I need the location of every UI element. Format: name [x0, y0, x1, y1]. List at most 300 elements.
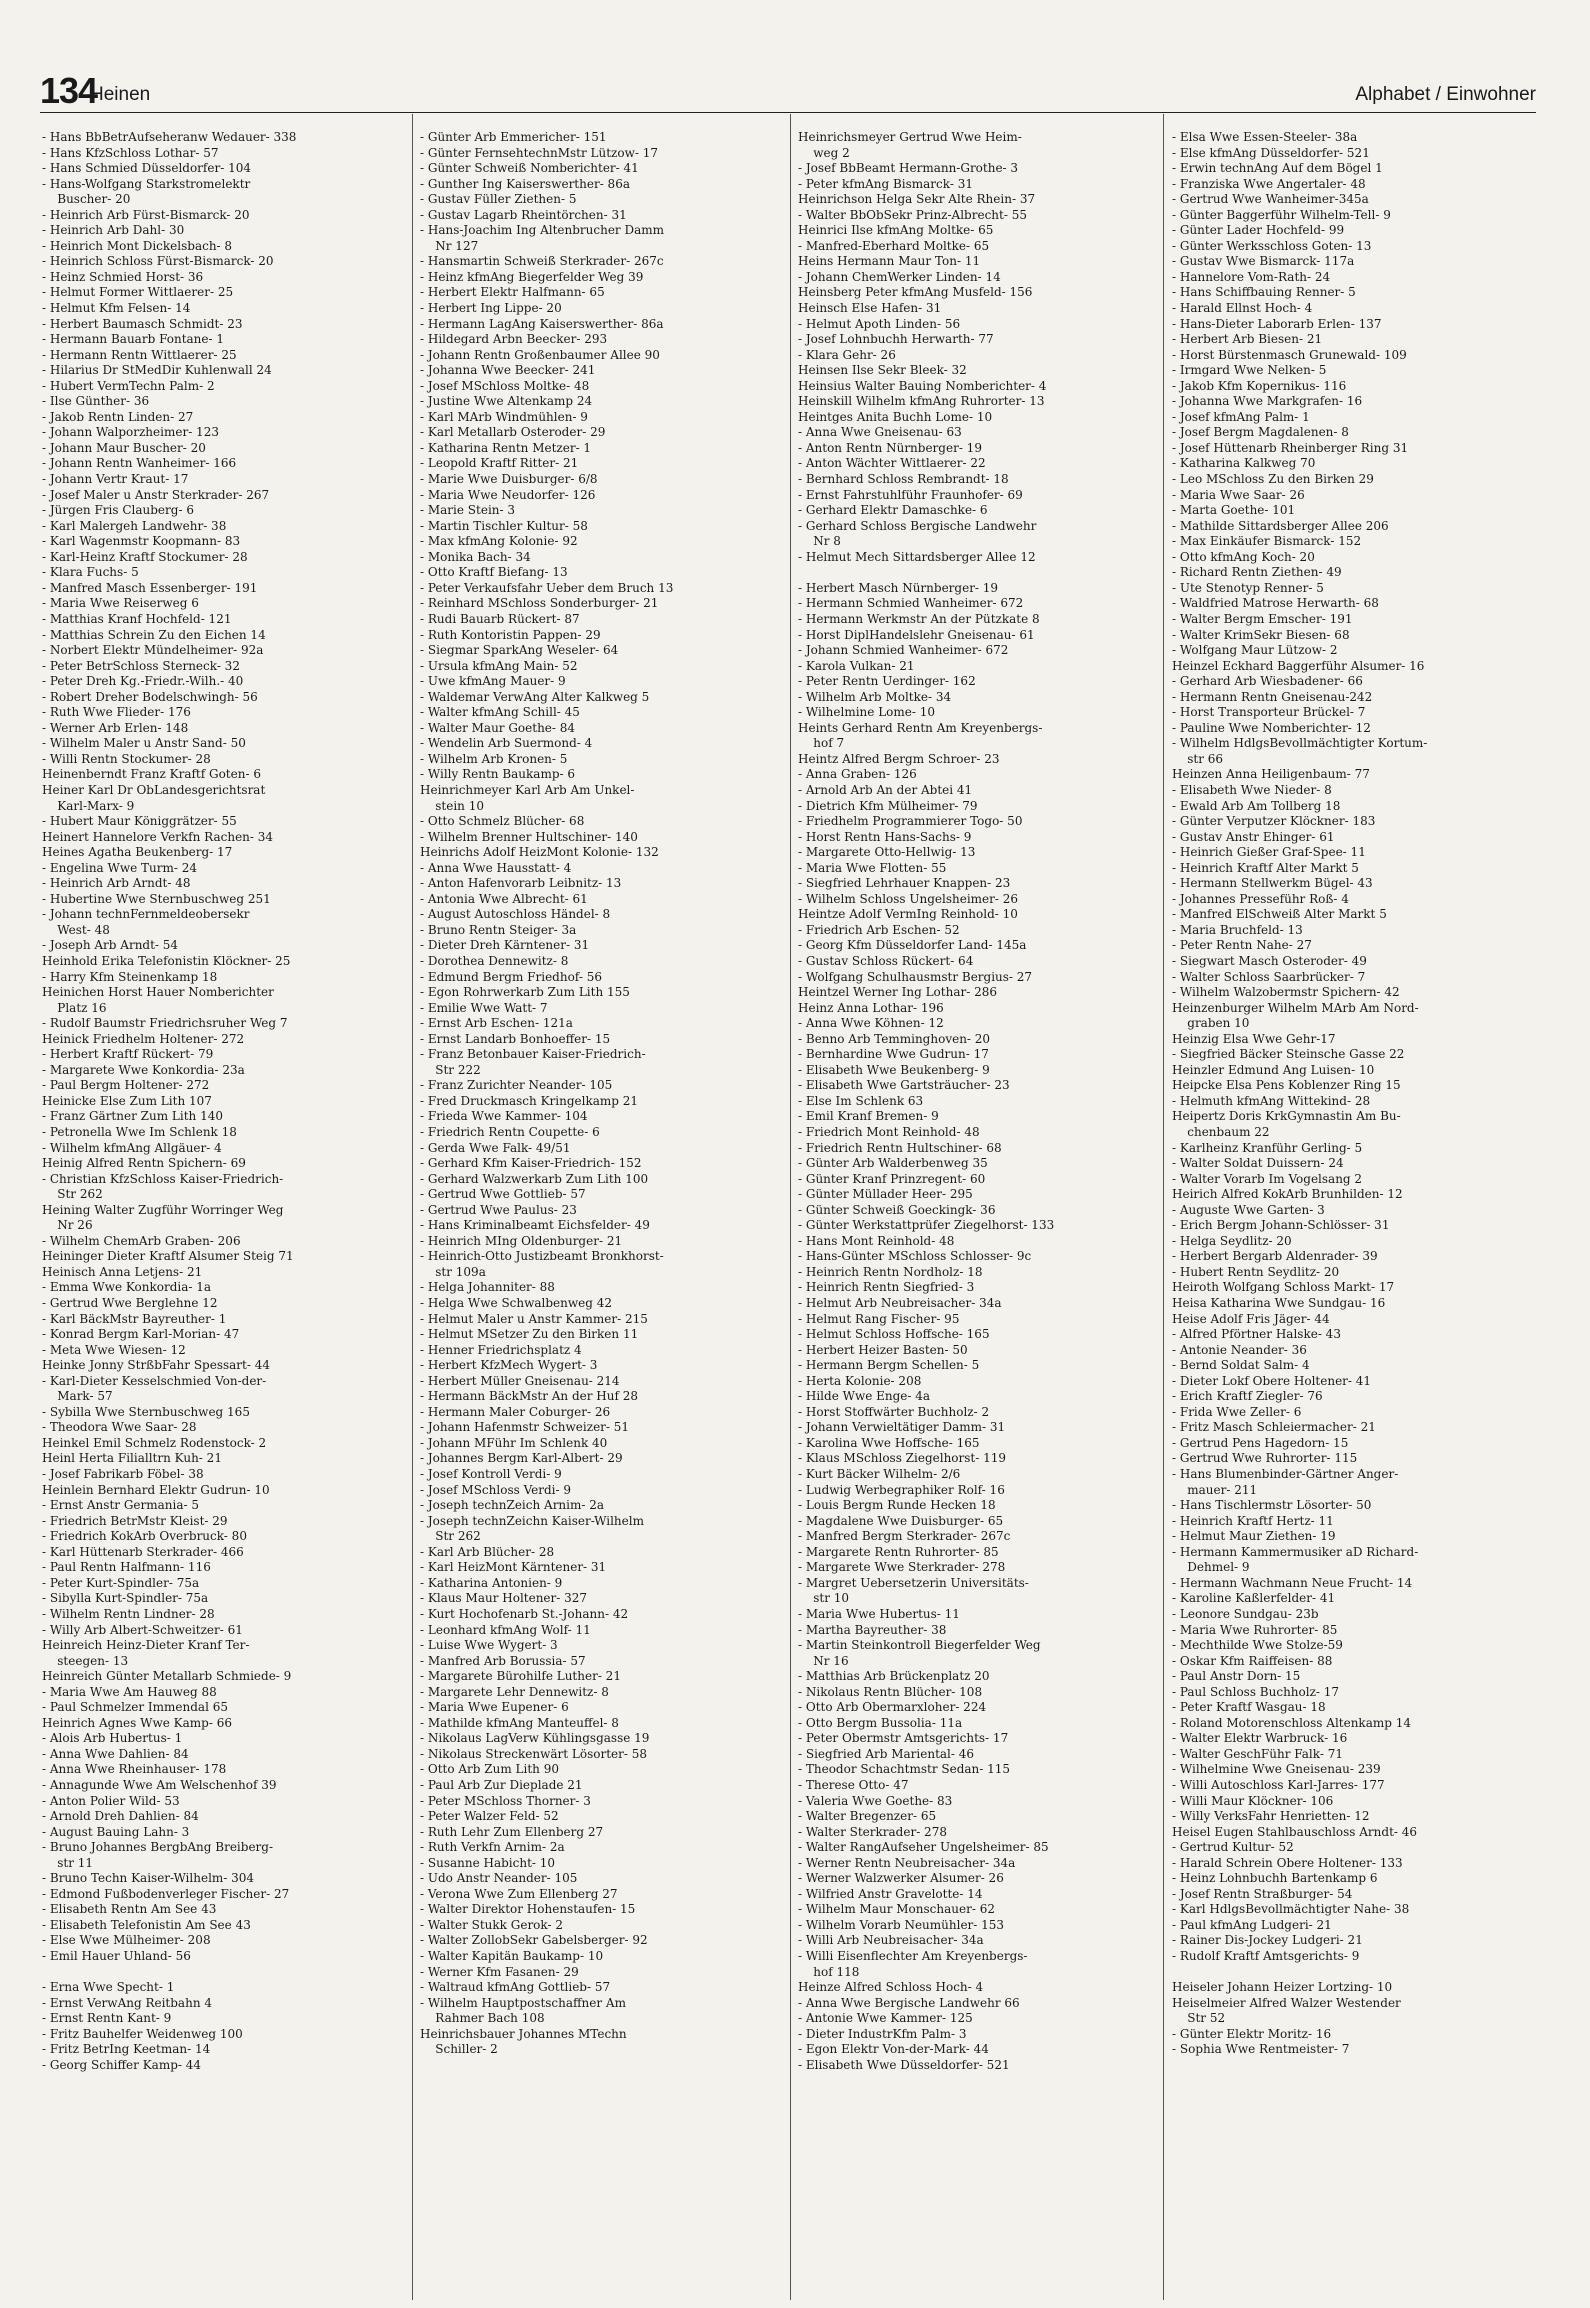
directory-entry-line: - Helmut Maler u Anstr Kammer- 215	[420, 1311, 648, 1326]
directory-entry-line: - Heinrich Kraftf Hertz- 11	[1172, 1513, 1334, 1528]
directory-entry-line: - Werner Arb Erlen- 148	[42, 720, 189, 735]
directory-entry-line: - Peter Obermstr Amtsgerichts- 17	[798, 1731, 1009, 1746]
directory-entry-line: - Ernst VerwAng Reitbahn 4	[42, 1995, 212, 2010]
directory-entry-line: - Martin Tischler Kultur- 58	[420, 518, 588, 533]
directory-entry-line: Nr 8	[798, 534, 841, 549]
directory-entry-line: - Peter Walzer Feld- 52	[420, 1809, 559, 1824]
directory-entry-line: - Horst Rentn Hans-Sachs- 9	[798, 829, 972, 844]
directory-entry-line: - Wilhelm Maur Monschauer- 62	[798, 1902, 995, 1917]
directory-entry-line: weg 2	[798, 145, 850, 160]
directory-entry-line: Heinzel Eckhard Baggerführ Alsumer- 16	[1172, 658, 1425, 673]
directory-entry-line: - Gustav Lagarb Rheintörchen- 31	[420, 207, 627, 222]
directory-entry-line: - Gerhard Arb Wiesbadener- 66	[1172, 674, 1363, 689]
directory-entry-line: - Peter Kurt-Spindler- 75a	[42, 1575, 200, 1590]
directory-entry-line: Heinrici Ilse kfmAng Moltke- 65	[798, 223, 994, 238]
directory-entry-line: - Karl-Dieter Kesselschmied Von-der-	[42, 1373, 267, 1388]
directory-entry-line: Heirich Alfred KokArb Brunhilden- 12	[1172, 1187, 1403, 1202]
directory-entry-line: Heinke Jonny StrßbFahr Spessart- 44	[42, 1358, 270, 1373]
directory-entry-line: - Ludwig Werbegraphiker Rolf- 16	[798, 1482, 1005, 1497]
directory-entry-line: - Elisabeth Wwe Nieder- 8	[1172, 782, 1332, 797]
directory-entry-line: - Johann Vertr Kraut- 17	[42, 472, 189, 487]
directory-entry-line: - Herbert Baumasch Schmidt- 23	[42, 316, 243, 331]
directory-entry-line: - Margarete Wwe Sterkrader- 278	[798, 1560, 1006, 1575]
directory-entry-line: - Günter Verputzer Klöckner- 183	[1172, 814, 1376, 829]
directory-entry-line: Heinsen Ilse Sekr Bleek- 32	[798, 363, 967, 378]
directory-entry-line: - Paul Bergm Holtener- 272	[42, 1078, 210, 1093]
directory-entry-line: - Willy Rentn Baukamp- 6	[420, 767, 576, 782]
directory-entry-line: - Friedrich Arb Eschen- 52	[798, 922, 960, 937]
directory-entry-line: - Franz Zurichter Neander- 105	[420, 1078, 613, 1093]
directory-entry-line: - Helga Johanniter- 88	[420, 1280, 555, 1295]
directory-entry-line: - Gertrud Wwe Ruhrorter- 115	[1172, 1451, 1358, 1466]
directory-entry-line: - Elisabeth Rentn Am See 43	[42, 1902, 217, 1917]
directory-entry-line: - Harry Kfm Steinenkamp 18	[42, 969, 218, 984]
directory-entry-line: Heines Agatha Beukenberg- 17	[42, 845, 233, 860]
directory-entry-line: - Herbert Arb Biesen- 21	[1172, 332, 1323, 347]
directory-entry-line: - Wilhelm Rentn Lindner- 28	[42, 1606, 215, 1621]
directory-column-3	[798, 130, 1168, 2300]
directory-entry-line: - Margarete Otto-Hellwig- 13	[798, 845, 976, 860]
directory-entry-line: Heinlein Bernhard Elektr Gudrun- 10	[42, 1482, 270, 1497]
directory-entry-line: - Johann Schmied Wanheimer- 672	[798, 643, 1009, 658]
directory-entry-line: - Franz Betonbauer Kaiser-Friedrich-	[420, 1047, 646, 1062]
directory-entry-line: - Dieter Lokf Obere Holtener- 41	[1172, 1373, 1372, 1388]
directory-entry-line: - Sophia Wwe Rentmeister- 7	[1172, 2042, 1350, 2057]
directory-entry-line: - Heinrich Gießer Graf-Spee- 11	[1172, 845, 1366, 860]
directory-entry-line: - Dieter Dreh Kärntener- 31	[420, 938, 590, 953]
directory-entry-line: - Horst Transporteur Brückel- 7	[1172, 705, 1366, 720]
directory-entry-line: - Erna Wwe Specht- 1	[42, 1980, 175, 1995]
directory-entry-line: - Johannes Bergm Karl-Albert- 29	[420, 1451, 623, 1466]
directory-entry-line: - Gerda Wwe Falk- 49/51	[420, 1140, 571, 1155]
directory-column-2	[420, 130, 790, 2300]
directory-entry-line: - Herbert Müller Gneisenau- 214	[420, 1373, 620, 1388]
directory-entry-line: - Helmuth kfmAng Wittekind- 28	[1172, 1093, 1371, 1108]
column-divider	[790, 114, 791, 2300]
directory-entry-line: - Heinrich-Otto Justizbeamt Bronkhorst-	[420, 1249, 664, 1264]
directory-entry-line: - Wilhelm Arb Kronen- 5	[420, 751, 568, 766]
directory-entry-line: - Manfred Bergm Sterkrader- 267c	[798, 1529, 1011, 1544]
directory-entry-line: - Uwe kfmAng Mauer- 9	[420, 674, 566, 689]
directory-entry-line: - Helmut MSetzer Zu den Birken 11	[420, 1327, 639, 1342]
directory-entry-line: - Verona Wwe Zum Ellenberg 27	[420, 1886, 618, 1901]
directory-entry-line: - Kurt Bäcker Wilhelm- 2/6	[798, 1467, 961, 1482]
column-divider	[412, 114, 413, 2300]
directory-entry-line: - Günter FernsehtechnMstr Lützow- 17	[420, 145, 659, 160]
directory-entry-line: - Wilhelm Walzobermstr Spichern- 42	[1172, 985, 1400, 1000]
directory-entry-line: - Dietrich Kfm Mülheimer- 79	[798, 798, 978, 813]
directory-entry-line: - Theodor Schachtmstr Sedan- 115	[798, 1762, 1011, 1777]
directory-entry-line: - Walter Direktor Hohenstaufen- 15	[420, 1902, 636, 1917]
directory-entry-line: - Werner Kfm Fasanen- 29	[420, 1964, 579, 1979]
directory-entry-line: - Friedrich BetrMstr Kleist- 29	[42, 1513, 228, 1528]
directory-entry-line: - Heinrich MIng Oldenburger- 21	[420, 1233, 623, 1248]
directory-entry-line: - Karoline Kaßlerfelder- 41	[1172, 1591, 1336, 1606]
directory-entry-line: - Elisabeth Wwe Beukenberg- 9	[798, 1062, 990, 1077]
directory-entry-line: - Josef kfmAng Palm- 1	[1172, 409, 1310, 424]
directory-entry-line: - Willi Rentn Stockumer- 28	[42, 751, 211, 766]
directory-entry-line: - Frida Wwe Zeller- 6	[1172, 1404, 1302, 1419]
directory-entry-line: - Horst Stoffwärter Buchholz- 2	[798, 1404, 990, 1419]
directory-entry-line: Heinsberg Peter kfmAng Musfeld- 156	[798, 285, 1033, 300]
directory-entry-line: - Elisabeth Wwe Gartsträucher- 23	[798, 1078, 1010, 1093]
directory-entry-line: - Gustav Füller Ziethen- 5	[420, 192, 577, 207]
directory-entry-line: Heinzenburger Wilhelm MArb Am Nord-	[1172, 1000, 1419, 1015]
directory-entry-line: Heining Walter Zugführ Worringer Weg	[42, 1202, 284, 1217]
directory-entry-line	[42, 1965, 412, 1981]
directory-entry-line: - Bernhardine Wwe Gudrun- 17	[798, 1047, 989, 1062]
directory-entry-line: - Willi Maur Klöckner- 106	[1172, 1793, 1334, 1808]
directory-entry-line: - Helmut Former Wittlaerer- 25	[42, 285, 234, 300]
directory-entry-line: - Josef Lohnbuchh Herwarth- 77	[798, 332, 994, 347]
directory-entry-line: - Annagunde Wwe Am Welschenhof 39	[42, 1777, 277, 1792]
directory-entry-line: - Ursula kfmAng Main- 52	[420, 658, 578, 673]
directory-entry-line: - Peter Rentn Nahe- 27	[1172, 938, 1312, 953]
directory-entry-line: - Marie Wwe Duisburger- 6/8	[420, 472, 598, 487]
directory-entry-line: - Hans Tischlermstr Lösorter- 50	[1172, 1498, 1372, 1513]
directory-entry-line	[1172, 1965, 1542, 1981]
directory-entry-line: - Waltraud kfmAng Gottlieb- 57	[420, 1980, 611, 1995]
directory-entry-line: - Gerhard Schloss Bergische Landwehr	[798, 518, 1037, 533]
directory-entry-line: - Peter Verkaufsfahr Ueber dem Bruch 13	[420, 580, 674, 595]
directory-entry-line: - Manfred-Eberhard Moltke- 65	[798, 238, 990, 253]
directory-entry-line: - Fred Druckmasch Kringelkamp 21	[420, 1093, 639, 1108]
directory-entry-line: - Walter Maur Goethe- 84	[420, 720, 576, 735]
directory-entry-line: - Horst Bürstenmasch Grunewald- 109	[1172, 347, 1407, 362]
directory-entry-line: - Hermann Bauarb Fontane- 1	[42, 332, 224, 347]
directory-entry-line: - Justine Wwe Altenkamp 24	[420, 394, 593, 409]
directory-entry-line: - Monika Bach- 34	[420, 549, 531, 564]
directory-entry-line: - Klaus Maur Holtener- 327	[420, 1591, 588, 1606]
directory-entry-line: Heinz Anna Lothar- 196	[798, 1000, 944, 1015]
directory-entry-line: - Helmut Rang Fischer- 95	[798, 1311, 960, 1326]
directory-entry-line: - Willi Eisenflechter Am Kreyenbergs-	[798, 1948, 1028, 1963]
directory-entry-line: - Ewald Arb Am Tollberg 18	[1172, 798, 1341, 813]
directory-entry-line: - Anna Wwe Rheinhauser- 178	[42, 1762, 227, 1777]
directory-entry-line: - Josef MSchloss Moltke- 48	[420, 378, 590, 393]
directory-entry-line: - Peter Dreh Kg.-Friedr.-Wilh.- 40	[42, 674, 244, 689]
directory-entry-line: - Josef Kontroll Verdi- 9	[420, 1467, 562, 1482]
directory-entry-line: - Leonhard kfmAng Wolf- 11	[420, 1622, 591, 1637]
directory-entry-line: - Hannelore Vom-Rath- 24	[1172, 269, 1331, 284]
directory-entry-line: Heinrich Agnes Wwe Kamp- 66	[42, 1715, 232, 1730]
directory-entry-line: - Engelina Wwe Turm- 24	[42, 860, 198, 875]
directory-entry-line: - Otto Bergm Bussolia- 11a	[798, 1715, 963, 1730]
directory-entry-line: - Alfred Pförtner Halske- 43	[1172, 1327, 1341, 1342]
directory-entry-line: - Matthias Arb Brückenplatz 20	[798, 1669, 990, 1684]
directory-entry-line: Rahmer Bach 108	[420, 2011, 545, 2026]
directory-entry-line: str 109a	[420, 1264, 486, 1279]
directory-entry-line: - Paul Anstr Dorn- 15	[1172, 1669, 1301, 1684]
directory-entry-line: - Heinrich Arb Fürst-Bismarck- 20	[42, 207, 250, 222]
directory-entry-line: - Emil Hauer Uhland- 56	[42, 1948, 191, 1963]
directory-entry-line: - Wilfried Anstr Gravelotte- 14	[798, 1886, 983, 1901]
directory-entry-line: - Maria Wwe Am Hauweg 88	[42, 1684, 217, 1699]
directory-entry-line: Heinenberndt Franz Kraftf Goten- 6	[42, 767, 261, 782]
directory-entry-line: - Ute Stenotyp Renner- 5	[1172, 580, 1324, 595]
directory-entry-line: - Gertrud Wwe Gottlieb- 57	[420, 1187, 586, 1202]
directory-entry-line: - Johann technFernmeldeobersekr	[42, 907, 250, 922]
directory-entry-line: - Joseph technZeichn Kaiser-Wilhelm	[420, 1513, 644, 1528]
directory-entry-line: - Karl Malergeh Landwehr- 38	[42, 518, 227, 533]
directory-entry-line: - Hermann BäckMstr An der Huf 28	[420, 1389, 639, 1404]
directory-entry-line: - Hermann Rentn Gneisenau-242	[1172, 689, 1373, 704]
directory-entry-line: - Katharina Rentn Metzer- 1	[420, 440, 592, 455]
directory-entry-line: graben 10	[1172, 1016, 1250, 1031]
directory-entry-line: - Günter Werkstattprüfer Ziegelhorst- 133	[798, 1218, 1055, 1233]
directory-entry-line: - Johann Verwieltätiger Damm- 31	[798, 1420, 1006, 1435]
directory-entry-line: - Benno Arb Temminghoven- 20	[798, 1031, 991, 1046]
directory-entry-line: - Gerhard Walzwerkarb Zum Lith 100	[420, 1171, 649, 1186]
directory-entry-line: - Nikolaus LagVerw Kühlingsgasse 19	[420, 1731, 650, 1746]
directory-entry-line: - Arnold Arb An der Abtei 41	[798, 782, 973, 797]
directory-entry-line: - Karolina Wwe Hoffsche- 165	[798, 1435, 980, 1450]
directory-entry-line: - Helmut Maur Ziethen- 19	[1172, 1529, 1336, 1544]
directory-entry-line: - Frieda Wwe Kammer- 104	[420, 1109, 588, 1124]
directory-entry-line: - Herbert Kraftf Rückert- 79	[42, 1047, 214, 1062]
directory-entry-line: - Maria Wwe Eupener- 6	[420, 1700, 569, 1715]
directory-entry-line: - Herbert KfzMech Wygert- 3	[420, 1358, 598, 1373]
directory-entry-line: - Anton Hafenvorarb Leibnitz- 13	[420, 876, 622, 891]
directory-entry-line: - Heinrich Rentn Nordholz- 18	[798, 1264, 983, 1279]
directory-entry-line: Str 52	[1172, 2011, 1226, 2026]
directory-entry-line: - Herta Kolonie- 208	[798, 1373, 922, 1388]
directory-entry-line: - Susanne Habicht- 10	[420, 1855, 556, 1870]
directory-entry-line: Heintges Anita Buchh Lome- 10	[798, 409, 993, 424]
directory-entry-line: Karl-Marx- 9	[42, 798, 135, 813]
directory-entry-line: Heiner Karl Dr ObLandesgerichtsrat	[42, 782, 266, 797]
directory-entry-line: - Karola Vulkan- 21	[798, 658, 915, 673]
directory-entry-line: - Johanna Wwe Beecker- 241	[420, 363, 596, 378]
directory-entry-line: - Herbert Ing Lippe- 20	[420, 301, 562, 316]
directory-entry-line: - Peter MSchloss Thorner- 3	[420, 1793, 591, 1808]
directory-entry-line: - Gertrud Wwe Paulus- 23	[420, 1202, 577, 1217]
directory-entry-line: - Mathilde kfmAng Manteuffel- 8	[420, 1715, 619, 1730]
directory-entry-line: - Bruno Johannes BergbAng Breiberg-	[42, 1840, 274, 1855]
directory-entry-line: - Edmund Bergm Friedhof- 56	[420, 969, 602, 984]
directory-entry-line: - Günter Müllader Heer- 295	[798, 1187, 973, 1202]
directory-entry-line: Heinsius Walter Bauing Nomberichter- 4	[798, 378, 1047, 393]
directory-entry-line: - Gerhard Elektr Damaschke- 6	[798, 503, 988, 518]
directory-entry-line: - Hermann LagAng Kaiserswerther- 86a	[420, 316, 664, 331]
directory-entry-line: - Bernhard Schloss Rembrandt- 18	[798, 472, 1009, 487]
directory-entry-line: Heipcke Elsa Pens Koblenzer Ring 15	[1172, 1078, 1401, 1093]
directory-entry-line: Heinrichsbauer Johannes MTechn	[420, 2026, 627, 2041]
directory-entry-line: - Wilhelm Vorarb Neumühler- 153	[798, 1917, 1005, 1932]
directory-entry-line: - Wolfgang Schulhausmstr Bergius- 27	[798, 969, 1033, 984]
directory-entry-line: - Ilse Günther- 36	[42, 394, 150, 409]
directory-entry-line: - Karl-Heinz Kraftf Stockumer- 28	[42, 549, 248, 564]
directory-entry-line: - Harald Ellnst Hoch- 4	[1172, 301, 1313, 316]
directory-entry-line: - Gustav Schloss Rückert- 64	[798, 953, 974, 968]
directory-entry-line: - Paul kfmAng Ludgeri- 21	[1172, 1917, 1332, 1932]
directory-entry-line: Heinreich Günter Metallarb Schmiede- 9	[42, 1669, 292, 1684]
directory-entry-line: - Anna Wwe Bergische Landwehr 66	[798, 1995, 1020, 2010]
directory-entry-line: - Else kfmAng Düsseldorfer- 521	[1172, 145, 1370, 160]
directory-entry-line: - Wendelin Arb Suermond- 4	[420, 736, 593, 751]
directory-entry-line: - Leopold Kraftf Ritter- 21	[420, 456, 579, 471]
directory-entry-line: - Alois Arb Hubertus- 1	[42, 1731, 183, 1746]
directory-entry-line: - Walter KrimSekr Biesen- 68	[1172, 627, 1350, 642]
directory-entry-line: - Herbert Elektr Halfmann- 65	[420, 285, 605, 300]
directory-entry-line: - Helga Seydlitz- 20	[1172, 1233, 1292, 1248]
directory-entry-line: - Siegmar SparkAng Weseler- 64	[420, 643, 619, 658]
directory-entry-line: - Johann Maur Buscher- 20	[42, 440, 206, 455]
directory-entry-line: - Robert Dreher Bodelschwingh- 56	[42, 689, 258, 704]
directory-entry-line: - Katharina Antonien- 9	[420, 1575, 563, 1590]
directory-entry-line: - Hermann Rentn Wittlaerer- 25	[42, 347, 237, 362]
directory-entry-line: - Herbert Masch Nürnberger- 19	[798, 580, 999, 595]
directory-entry-line: Heinrichson Helga Sekr Alte Rhein- 37	[798, 192, 1036, 207]
directory-entry-line: - Günter Kranf Prinzregent- 60	[798, 1171, 986, 1186]
directory-entry-line: - Rudolf Baumstr Friedrichsruher Weg 7	[42, 1016, 288, 1031]
directory-entry-line: - Bruno Techn Kaiser-Wilhelm- 304	[42, 1871, 255, 1886]
directory-entry-line: - Elsa Wwe Essen-Steeler- 38a	[1172, 130, 1358, 144]
directory-entry-line: - Henner Friedrichsplatz 4	[420, 1342, 582, 1357]
directory-entry-line: - Walter Vorarb Im Vogelsang 2	[1172, 1171, 1363, 1186]
directory-entry-line: - Klaus MSchloss Ziegelhorst- 119	[798, 1451, 1007, 1466]
directory-entry-line: - Günter Arb Emmericher- 151	[420, 130, 607, 144]
directory-entry-line: - Karl HeizMont Kärntener- 31	[420, 1560, 607, 1575]
directory-entry-line: - Günter Werksschloss Goten- 13	[1172, 238, 1372, 253]
directory-entry-line: Heiroth Wolfgang Schloss Markt- 17	[1172, 1280, 1395, 1295]
directory-entry-line: Heins Hermann Maur Ton- 11	[798, 254, 981, 269]
directory-entry-line: - Karlheinz Kranführ Gerling- 5	[1172, 1140, 1363, 1155]
directory-entry-line: Heininger Dieter Kraftf Alsumer Steig 71	[42, 1249, 294, 1264]
directory-entry-line: Heipertz Doris KrkGymnastin Am Bu-	[1172, 1109, 1401, 1124]
directory-entry-line: - Klara Fuchs- 5	[42, 565, 139, 580]
directory-entry-line: - Ernst Arb Eschen- 121a	[420, 1016, 573, 1031]
directory-entry-line: - Gustav Anstr Ehinger- 61	[1172, 829, 1335, 844]
directory-entry-line: - Maria Wwe Reiserweg 6	[42, 596, 199, 611]
directory-entry-line: - Maria Wwe Neudorfer- 126	[420, 487, 596, 502]
directory-entry-line: - Pauline Wwe Nomberichter- 12	[1172, 720, 1371, 735]
directory-entry-line: - Karl Hüttenarb Sterkrader- 466	[42, 1544, 244, 1559]
directory-entry-line: - Gunther Ing Kaiserswerther- 86a	[420, 176, 630, 191]
directory-entry-line: - Anton Wächter Wittlaerer- 22	[798, 456, 986, 471]
directory-entry-line: - Wilhelm Maler u Anstr Sand- 50	[42, 736, 246, 751]
directory-entry-line: Heinzen Anna Heiligenbaum- 77	[1172, 767, 1370, 782]
directory-entry-line: - Ernst Landarb Bonhoeffer- 15	[420, 1031, 611, 1046]
directory-entry-line: - Manfred ElSchweiß Alter Markt 5	[1172, 907, 1387, 922]
directory-entry-line: - Margarete Bürohilfe Luther- 21	[420, 1669, 621, 1684]
directory-entry-line: - Marie Stein- 3	[420, 503, 516, 518]
directory-entry-line: - Max kfmAng Kolonie- 92	[420, 534, 578, 549]
directory-entry-line: - Hans Schiffbauing Renner- 5	[1172, 285, 1356, 300]
directory-entry-line: - Hans KfzSchloss Lothar- 57	[42, 145, 219, 160]
directory-entry-line: - Fritz BetrIng Keetman- 14	[42, 2042, 211, 2057]
directory-entry-line: - Hermann Wachmann Neue Frucht- 14	[1172, 1575, 1413, 1590]
directory-entry-line: - Hans Kriminalbeamt Eichsfelder- 49	[420, 1218, 650, 1233]
directory-entry-line: - Karl BäckMstr Bayreuther- 1	[42, 1311, 227, 1326]
directory-entry-line: Heinick Friedhelm Holtener- 272	[42, 1031, 245, 1046]
directory-entry-line: - Friedrich Mont Reinhold- 48	[798, 1125, 980, 1139]
directory-entry-line: - Karl Metallarb Osteroder- 29	[420, 425, 606, 440]
directory-entry-line: - Walter Kapitän Baukamp- 10	[420, 1948, 604, 1963]
directory-entry-line: - Emil Kranf Bremen- 9	[798, 1109, 939, 1124]
directory-entry-line: - Herbert Bergarb Aldenrader- 39	[1172, 1249, 1378, 1264]
directory-entry-line: Mark- 57	[42, 1389, 113, 1404]
directory-entry-line: - Ernst Fahrstuhlführ Fraunhofer- 69	[798, 487, 1023, 502]
directory-entry-line: - Martin Steinkontroll Biegerfelder Weg	[798, 1638, 1041, 1653]
directory-entry-line: - Siegfried Bäcker Steinsche Gasse 22	[1172, 1047, 1405, 1062]
directory-entry-line: - Gertrud Pens Hagedorn- 15	[1172, 1435, 1349, 1450]
directory-entry-line: - Maria Wwe Hubertus- 11	[798, 1606, 960, 1621]
directory-entry-line: - Josef Hüttenarb Rheinberger Ring 31	[1172, 440, 1409, 455]
directory-entry-line: - Johann Rentn Wanheimer- 166	[42, 456, 237, 471]
directory-entry-line: - Hermann Werkmstr An der Pützkate 8	[798, 611, 1040, 626]
directory-entry-line: - Max Einkäufer Bismarck- 152	[1172, 534, 1362, 549]
directory-entry-line: - Heinrich Mont Dickelsbach- 8	[42, 238, 233, 253]
directory-entry-line: - Paul Schloss Buchholz- 17	[1172, 1684, 1340, 1699]
directory-entry-line: - Gertrud Wwe Wanheimer-345a	[1172, 192, 1369, 207]
directory-entry-line: - Heinrich Arb Dahl- 30	[42, 223, 185, 238]
directory-entry-line: - Anna Wwe Dahlien- 84	[42, 1746, 189, 1761]
directory-entry-line: - Wolfgang Maur Lützow- 2	[1172, 643, 1338, 658]
directory-entry-line: - Maria Wwe Flotten- 55	[798, 860, 947, 875]
directory-entry-line: - Heinrich Schloss Fürst-Bismarck- 20	[42, 254, 274, 269]
directory-entry-line: - Walter kfmAng Schill- 45	[420, 705, 580, 720]
directory-entry-line: - Maria Wwe Ruhrorter- 85	[1172, 1622, 1338, 1637]
directory-entry-line: - Hermann Schmied Wanheimer- 672	[798, 596, 1024, 611]
directory-entry-line: - Harald Schrein Obere Holtener- 133	[1172, 1855, 1403, 1870]
directory-entry-line: Heints Gerhard Rentn Am Kreyenbergs-	[798, 720, 1043, 735]
directory-entry-line: - Ruth Lehr Zum Ellenberg 27	[420, 1824, 604, 1839]
directory-entry-line: - Emma Wwe Konkordia- 1a	[42, 1280, 212, 1295]
directory-entry-line: - Walter BbObSekr Prinz-Albrecht- 55	[798, 207, 1027, 222]
directory-entry-line: - Helmut Arb Neubreisacher- 34a	[798, 1296, 1002, 1311]
directory-entry-line: Heinzig Elsa Wwe Gehr-17	[1172, 1031, 1336, 1046]
directory-entry-line: - Wilhelm Arb Moltke- 34	[798, 689, 952, 704]
directory-entry-line: - Margret Uebersetzerin Universitäts-	[798, 1575, 1029, 1590]
directory-entry-line: - Bernd Soldat Salm- 4	[1172, 1358, 1310, 1373]
directory-entry-line: - Josef MSchloss Verdi- 9	[420, 1482, 571, 1497]
directory-entry-line: - Dieter IndustrKfm Palm- 3	[798, 2026, 967, 2041]
directory-entry-line: Str 262	[420, 1529, 481, 1544]
directory-entry-line: - Willi Autoschloss Karl-Jarres- 177	[1172, 1777, 1385, 1792]
page-header	[40, 72, 1536, 113]
directory-entry-line: - Magdalene Wwe Duisburger- 65	[798, 1513, 1004, 1528]
directory-entry-line: - Otto Schmelz Blücher- 68	[420, 814, 585, 829]
directory-entry-line: - Walter Sterkrader- 278	[798, 1824, 947, 1839]
directory-entry-line: - Josef Maler u Anstr Sterkrader- 267	[42, 487, 270, 502]
directory-entry-line: - Oskar Kfm Raiffeisen- 88	[1172, 1653, 1333, 1668]
directory-entry-line: - Waldemar VerwAng Alter Kalkweg 5	[420, 689, 650, 704]
directory-entry-line: - Margarete Lehr Dennewitz- 8	[420, 1684, 609, 1699]
directory-entry-line: - Günter Arb Walderbenweg 35	[798, 1156, 988, 1171]
directory-entry-line: - Erwin technAng Auf dem Bögel 1	[1172, 161, 1383, 176]
directory-entry-line: - Matthias Kranf Hochfeld- 121	[42, 611, 232, 626]
directory-entry-line: - Irmgard Wwe Nelken- 5	[1172, 363, 1327, 378]
directory-entry-line: - Helmut Schloss Hoffsche- 165	[798, 1327, 990, 1342]
directory-entry-line: - Heinrich Kraftf Alter Markt 5	[1172, 860, 1359, 875]
directory-entry-line: - Else Wwe Mülheimer- 208	[42, 1933, 211, 1948]
directory-entry-line: Nr 127	[420, 238, 479, 253]
directory-entry-line: - Walter GeschFühr Falk- 71	[1172, 1746, 1343, 1761]
directory-entry-line: - Norbert Elektr Mündelheimer- 92a	[42, 643, 264, 658]
directory-entry-line: Heinkel Emil Schmelz Rodenstock- 2	[42, 1435, 267, 1450]
directory-entry-line: - Rudolf Kraftf Amtsgerichts- 9	[1172, 1948, 1360, 1963]
directory-entry-line: - Johann Rentn Großenbaumer Allee 90	[420, 347, 660, 362]
directory-entry-line: - Georg Kfm Düsseldorfer Land- 145a	[798, 938, 1027, 953]
directory-entry-line: - Egon Elektr Von-der-Mark- 44	[798, 2042, 989, 2057]
directory-entry-line: - Fritz Masch Schleiermacher- 21	[1172, 1420, 1376, 1435]
directory-entry-line: - Peter BetrSchloss Sterneck- 32	[42, 658, 240, 673]
directory-entry-line: - Hans-Wolfgang Starkstromelektr	[42, 176, 251, 191]
directory-entry-line: hof 7	[798, 736, 845, 751]
directory-entry-line: - Martha Bayreuther- 38	[798, 1622, 947, 1637]
directory-entry-line: - Arnold Dreh Dahlien- 84	[42, 1809, 199, 1824]
